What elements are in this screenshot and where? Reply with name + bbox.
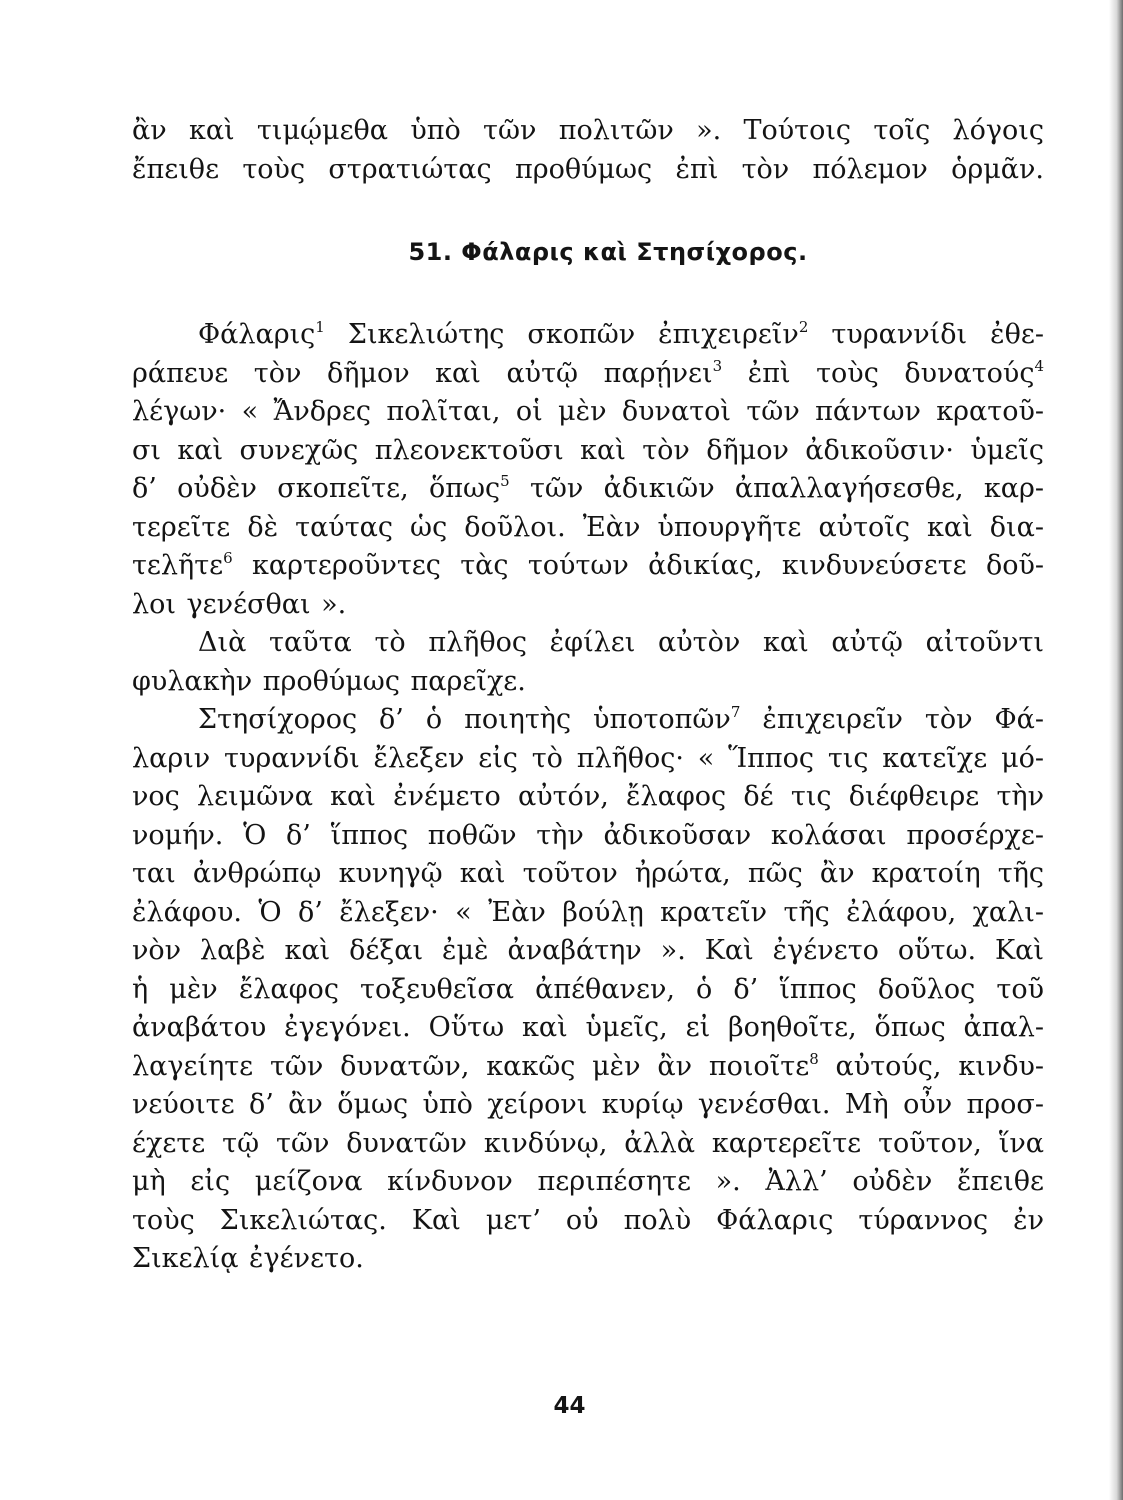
text-line: νος λειμῶνα καὶ ἐνέμετο αὐτόν, ἔλαφος δέ τις διέφθειρε τὴν [132,781,1044,812]
text-line: λαριν τυραννίδι ἔλεξεν εἰς τὸ πλῆθος· « Ἵππος τις κατεῖχε μό- [132,742,1044,774]
text-line: ἐλάφου. Ὁ δ’ ἔλεξεν· « Ἐὰν βούλῃ κρατεῖν τῆς ἐλάφου, χαλι- [132,896,1044,928]
text-line: ται ἀνθρώπῳ κυνηγῷ καὶ τοῦτον ἠρώτα, πῶς ἂν κρατοίη τῆς [132,858,1044,889]
footnote-marker: 7 [730,703,741,721]
footnote-marker: 2 [798,318,809,336]
text-line: Σικελίᾳ ἐγένετο. [132,1243,364,1274]
text-line: σι καὶ συνεχῶς πλεονεκτοῦσι καὶ τὸν δῆμον ἀδικοῦσιν· ὑμεῖς [132,434,1044,466]
text-line: Στησίχορος δ’ ὁ ποιητὴς ὑποτοπῶν$^7$ ἐπιχειρεῖν τὸν Φά- [198,703,1044,735]
text-line: λοι γενέσθαι ». [132,588,347,620]
text-line: ἂν καὶ τιμῴμεθα ὑπὸ τῶν πολιτῶν ». Τούτοις τοῖς λόγοις [132,115,1044,146]
footnote-marker: 1 [315,318,325,336]
text-line: ἀναβάτου ἐγεγόνει. Οὕτω καὶ ὑμεῖς, εἰ βοηθοῖτε, ὅπως ἀπαλ- [132,1012,1044,1043]
section-heading: 51. Φάλαρις καὶ Στησίχορος. [408,238,808,266]
text-line: λέγων· « Ἄνδρες πολῖται, οἱ μὲν δυνατοὶ τῶν πάντων κρατοῦ- [132,396,1044,427]
page-body [132,112,1044,1279]
text-line: ἔπειθε τοὺς στρατιώτας προθύμως ἐπὶ τὸν πόλεμον ὁρμᾶν. [132,153,1044,185]
footnote-marker: 4 [1034,356,1044,375]
page-edge-shadow [1109,0,1123,1500]
text-line: φυλακὴν προθύμως παρεῖχε. [132,665,526,697]
text-line: νεύοιτε δ’ ἂν ὅμως ὑπὸ χείρονι κυρίῳ γενέσθαι. Μὴ οὖν προσ- [132,1089,1044,1120]
footnote-marker: 6 [223,549,233,567]
text-line: Φάλαρις$^1$ Σικελιώτης σκοπῶν ἐπιχειρεῖν$^2$ τυραννίδι ἐθε- [198,318,1045,350]
text-line: δ’ οὐδὲν σκοπεῖτε, ὅπως$^5$ τῶν ἀδικιῶν ἀπαλλαγήσεσθε, καρ- [132,472,1044,504]
footnote-marker: 5 [500,472,510,490]
text-line: νὸν λαβὲ καὶ δέξαι ἐμὲ ἀναβάτην ». Καὶ ἐγένετο οὕτω. Καὶ [132,935,1044,966]
text-line: έχετε τῷ τῶν δυνατῶν κινδύνῳ, ἀλλὰ καρτερεῖτε τοῦτον, ἵνα [132,1127,1044,1159]
text-line: νομήν. Ὁ δ’ ἵππος ποθῶν τὴν ἀδικοῦσαν κολάσαι προσέρχε- [132,819,1044,851]
text-line: ράπευε τὸν δῆμον καὶ αὐτῷ παρῄνει$^3$ ἐπὶ τοὺς δυνατούς$^4$ [132,356,1044,389]
text-line: μὴ εἰς μείζονα κίνδυνον περιπέσητε ». Ἀλλ’ οὐδὲν ἔπειθε [132,1166,1044,1197]
text-line: τοὺς Σικελιώτας. Καὶ μετ’ οὐ πολὺ Φάλαρις τύραννος ἐν [132,1204,1044,1236]
text-line: ἡ μὲν ἔλαφος τοξευθεῖσα ἀπέθανεν, ὁ δ’ ἵππος δοῦλος τοῦ [132,973,1044,1005]
text-line: Διὰ ταῦτα τὸ πλῆθος ἐφίλει αὐτὸν καὶ αὐτῷ αἰτοῦντι [198,627,1044,658]
text-line: λαγείητε τῶν δυνατῶν, κακῶς μὲν ἂν ποιοῖτε$^8$ αὐτούς, κινδυ- [132,1049,1044,1082]
text-line: τερεῖτε δὲ ταύτας ὡς δοῦλοι. Ἐὰν ὑπουργῆτε αὐτοῖς καὶ δια- [132,511,1044,543]
text-line: τελῆτε$^6$ καρτεροῦντες τὰς τούτων ἀδικίας, κινδυνεύσετε δοῦ- [132,549,1044,581]
footnote-marker: 8 [809,1049,819,1068]
page-number: 44 [553,1393,586,1419]
footnote-marker: 3 [712,356,723,375]
